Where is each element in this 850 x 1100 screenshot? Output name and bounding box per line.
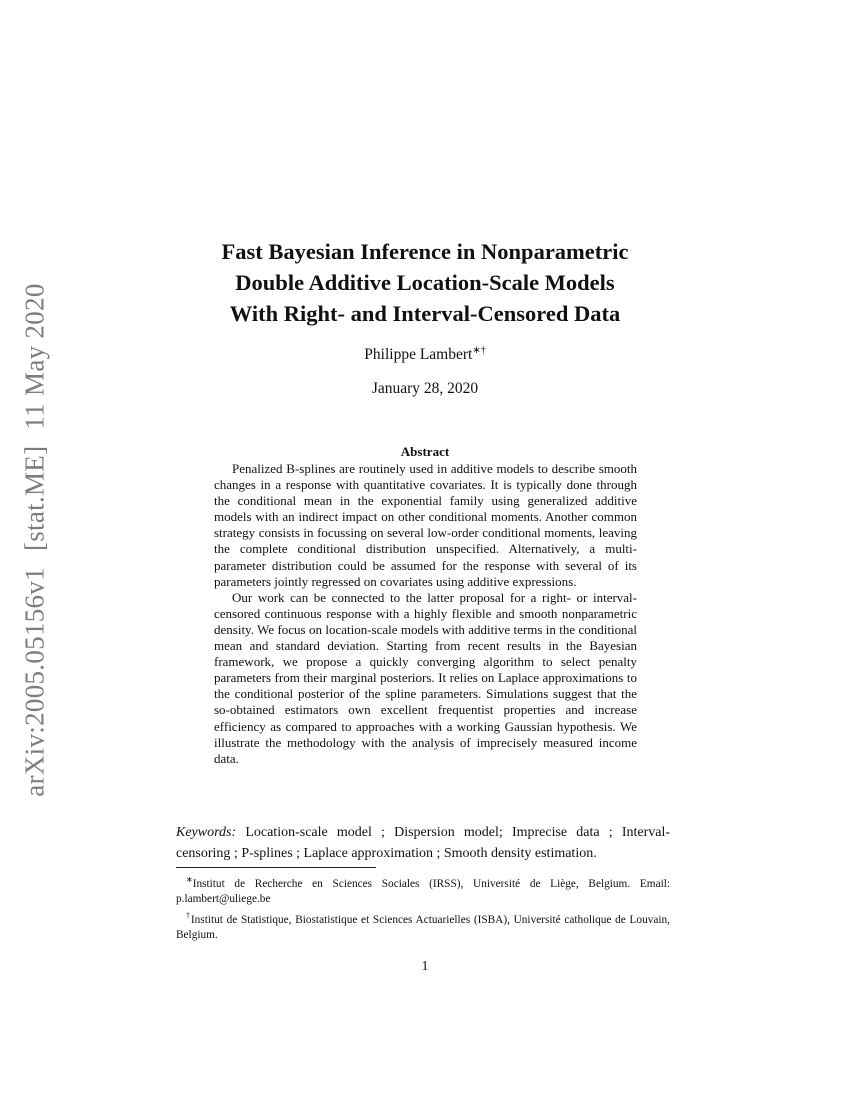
abstract-paragraph-1: Penalized B-splines are routinely used in additive models to describe smooth changes in a response with quantitative covariates. It is typically done through the conditional mean in the exponential family using generalized additive models with an indirect impact on other conditional moments. Another common strategy consists in focussing on several low-order conditional moments, leaving the complete conditional distribution unspecified. Alternatively, a multi-parameter distribution could be assumed for the response with several of its parameters jointly regressed on covariates using additive expressions. [214,461,637,589]
footnote-divider [176,867,376,868]
paper-title [150,236,700,329]
keywords [176,822,670,864]
arxiv-sidebar-stamp [5,280,65,800]
title-line-2: Double Additive Location-Scale Models [235,270,615,295]
title-line-3: With Right- and Interval-Censored Data [229,301,621,326]
keywords-text: Location-scale model ; Dispersion model; Imprecise data ; Interval-censoring ; P-splines ; Laplace approximation ; Smooth density estimation. [176,825,671,861]
footnotes [176,872,670,944]
arxiv-date: 11 May 2020 [19,283,50,430]
arxiv-category: [stat.ME] [19,445,50,552]
abstract-paragraph-2: Our work can be connected to the latter proposal for a right- or interval-censored continuous response with a highly flexible and smooth nonparametric density. We focus on location-scale models with additive terms in the conditional mean and standard deviation. Starting from recent results in the Bayesian framework, we propose a quickly converging algorithm to select penalty parameters from their marginal posteriors. It relies on Laplace approximations to the conditional posterior of the spline parameters. Simulations suggest that the so-obtained estimators own excellent frequentist properties and increase efficiency as compared to approaches with a working Gaussian hypothesis. We illustrate the methodology with the analysis of imprecisely measured income data. [214,589,637,766]
footnote-1-mark: ∗ [186,875,193,884]
page-number: 1 [421,959,429,974]
footnote-1 [176,872,670,908]
author [150,345,700,364]
arxiv-id: arXiv:2005.05156v1 [19,567,50,797]
paper-date: January 28, 2020 [371,380,479,397]
arxiv-identifier [20,283,51,796]
footnote-2-mark: † [186,910,191,920]
footnote-1-text: Institut de Recherche en Sciences Sociales (IRSS), Université de Liège, Belgium. Email: p.lambert@uliege.be [176,877,670,906]
abstract-body [214,461,637,767]
author-name: Philippe Lambert [364,346,473,364]
footnote-2 [176,908,670,944]
abstract-heading: Abstract [400,444,450,459]
author-footnote-marks: ∗† [472,345,486,356]
keywords-label: Keywords: [176,825,237,840]
footnote-2-text: Institut de Statistique, Biostatistique et Sciences Actuarielles (ISBA), Université catholique de Louvain, Belgium. [176,913,670,942]
title-line-1: Fast Bayesian Inference in Nonparametric [221,239,629,264]
